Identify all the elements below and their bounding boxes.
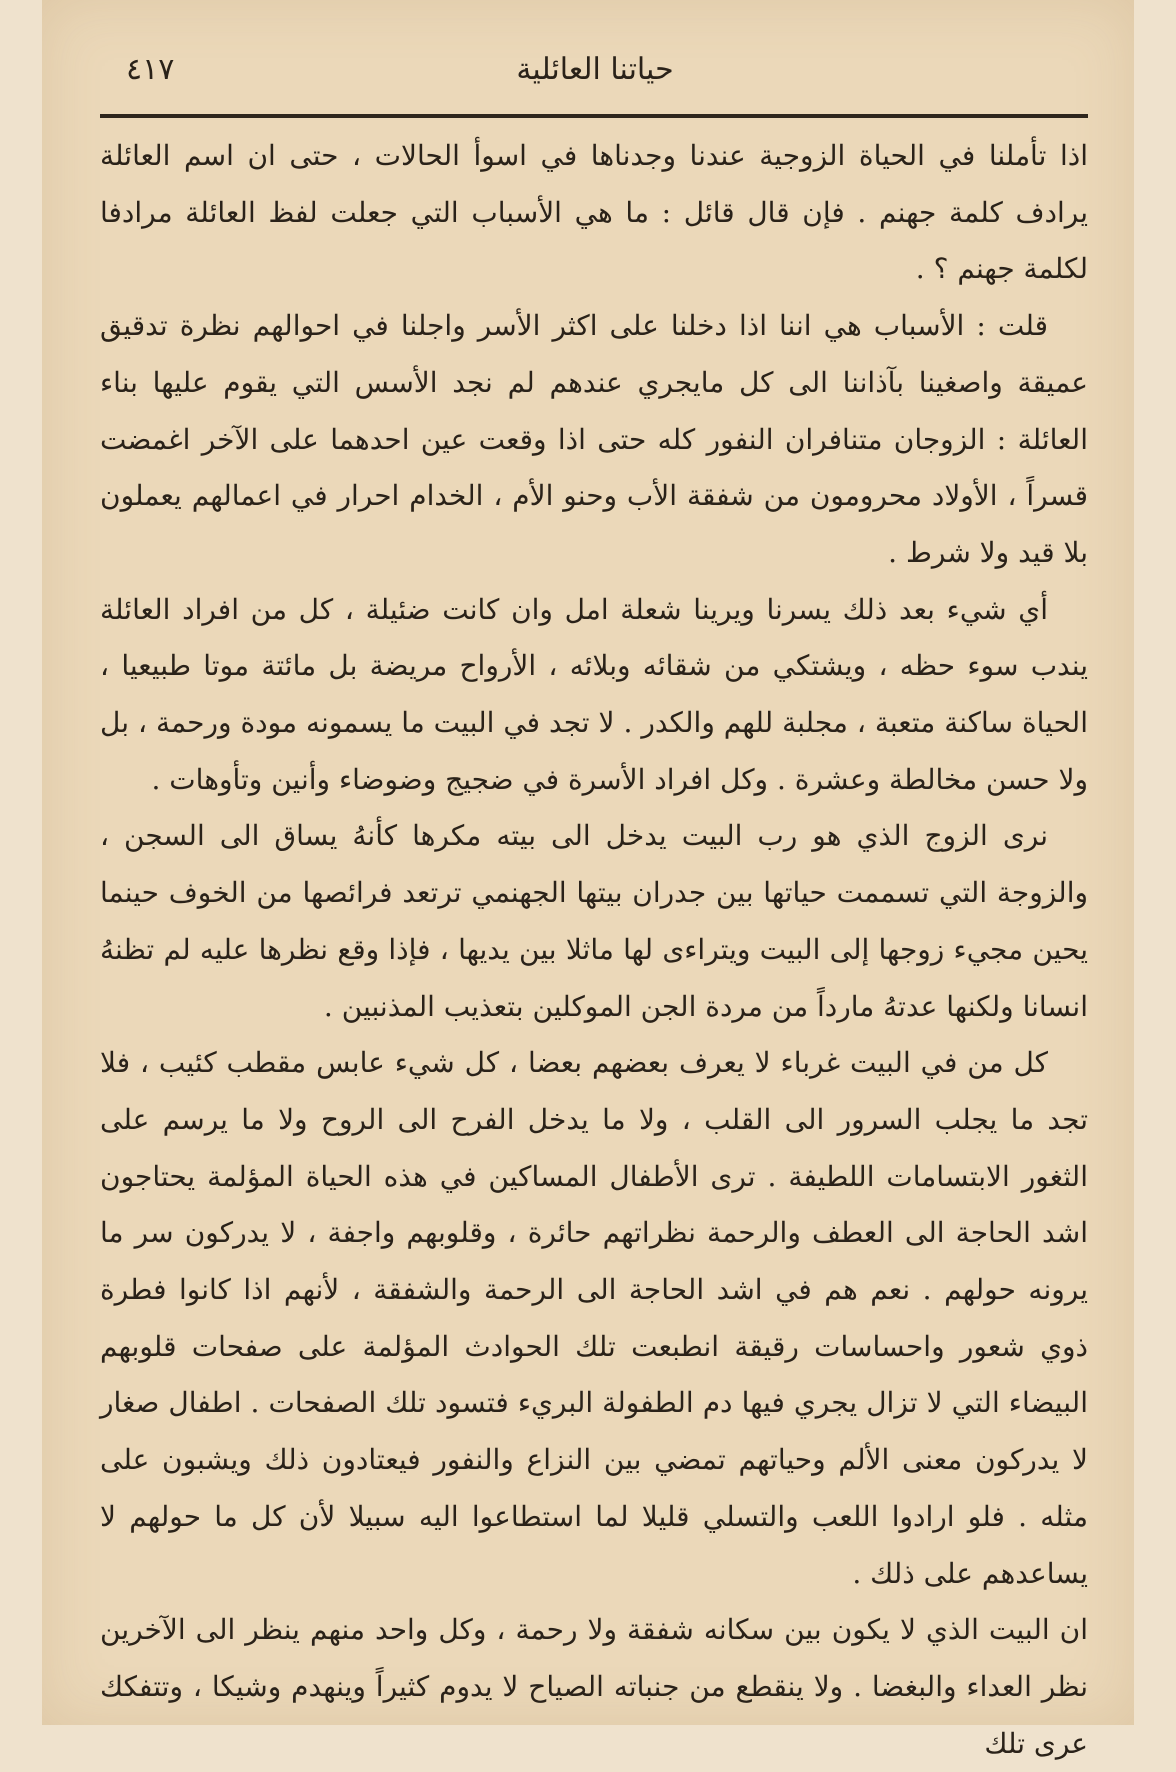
- paragraph-4: نرى الزوج الذي هو رب البيت يدخل الى بيته مكرها كأنهُ يساق الى السجن ، والزوجة التي تسممت حياتها بين جدران بيتها الجهنمي ترتعد فرائصها من الخوف حينما يحين مجيء زوجها إلى البيت ويتراءى لها ماثلا بين يديها ، فإذا وقع نظرها عليه لم تظنهُ انسانا ولكنها عدتهُ مارداً من مردة الجن الموكلين بتعذيب المذنبين .: [100, 819, 1088, 1023]
- page-header: [100, 42, 1090, 90]
- paragraph-2: قلت : الأسباب هي اننا اذا دخلنا على اكثر الأسر واجلنا في احوالهم نظرة تدقيق عميقة واصغينا بآذاننا الى كل مايجري عندهم لم نجد الأسس التي يقوم عليها بناء العائلة : الزوجان متنافران النفور كله حتى اذا وقعت عين احدهما على الآخر اغمضت قسراً ، الأولاد محرومون من شفقة الأب وحنو الأم ، الخدام احرار في اعمالهم يعملون بلا قيد ولا شرط .: [100, 309, 1089, 569]
- running-title: حياتنا العائلية: [516, 52, 674, 87]
- page-number: ٤١٧: [126, 52, 175, 87]
- paragraph-6: ان البيت الذي لا يكون بين سكانه شفقة ولا رحمة ، وكل واحد منهم ينظر الى الآخرين نظر العداء والبغضا . ولا ينقطع من جنباته الصياح لا يدوم كثيراً وينهدم وشيكا ، وتتفكك عرى تلك: [100, 1613, 1088, 1760]
- body-text: [100, 128, 1088, 1772]
- paragraph-5: كل من في البيت غرباء لا يعرف بعضهم بعضا ، كل شيء عابس مقطب كئيب ، فلا تجد ما يجلب السرور الى القلب ، ولا ما يدخل الفرح الى الروح ولا ما يرسم على الثغور الابتسامات اللطيفة . ترى الأطفال المساكين في هذه الحياة المؤلمة يحتاجون اشد الحاجة الى العطف والرحمة نظراتهم حائرة ، وقلوبهم واجفة ، لا يدركون سر ما يرونه حولهم . نعم هم في اشد الحاجة الى الرحمة والشفقة ، لأنهم اذا كانوا فطرة ذوي شعور واحساسات رقيقة انطبعت تلك الحوادث المؤلمة على صفحات قلوبهم البيضاء التي لا تزال يجري فيها دم الطفولة البريء فتسود تلك الصفحات . اطفال صغار لا يدركون معنى الألم وحياتهم تمضي بين النزاع والنفور فيعتادون ذلك ويشبون على مثله . فلو ارادوا اللعب والتسلي قليلا لما استطاعوا اليه سبيلا لأن كل ما حولهم لا يساعدهم على ذلك .: [100, 1046, 1088, 1590]
- paragraph-1: اذا تأملنا في الحياة الزوجية عندنا وجدناها في اسوأ الحالات ، حتى ان اسم العائلة يرادف كلمة جهنم . فإن قال قائل : ما هي الأسباب التي جعلت لفظ العائلة مرادفا لكلمة جهنم ؟ .: [100, 139, 1088, 286]
- header-rule: [100, 114, 1088, 118]
- paragraph-3: أي شيء بعد ذلك يسرنا ويرينا شعلة امل وان كانت ضئيلة ، كل من افراد العائلة يندب سوء حظه ، ويشتكي من شقائه وبلائه ، الأرواح مريضة بل مائتة موتا طبيعيا ، الحياة ساكنة متعبة ، مجلبة للهم والكدر . لا تجد في البيت ما يسمونه مودة ورحمة ، بل ولا حسن مخالطة وعشرة . وكل افراد الأسرة في ضجيج وضوضاء وأنين وتأوهات .: [100, 592, 1088, 796]
